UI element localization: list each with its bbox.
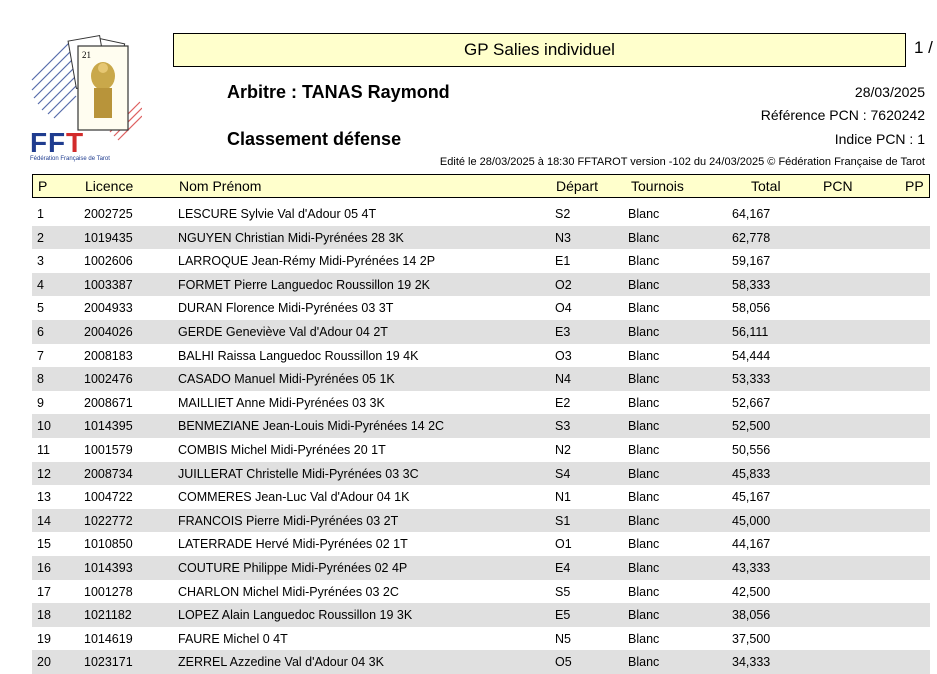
cell-depart: O5 <box>555 655 572 670</box>
table-row <box>32 485 930 509</box>
table-row <box>32 367 930 391</box>
cell-position: 6 <box>37 324 44 339</box>
cell-name: FRANCOIS Pierre Midi-Pyrénées 03 2T <box>178 513 399 528</box>
cell-licence: 2008734 <box>84 466 133 481</box>
cell-position: 5 <box>37 301 44 316</box>
cell-depart: O4 <box>555 301 572 316</box>
ranking-table <box>32 174 930 674</box>
cell-total: 52,500 <box>732 419 771 434</box>
page-number: 1 / <box>914 38 933 57</box>
cell-position: 17 <box>37 584 51 599</box>
cell-position: 3 <box>37 254 44 269</box>
cell-depart: S5 <box>555 584 571 599</box>
cell-total: 45,167 <box>732 490 771 505</box>
cell-total: 37,500 <box>732 631 771 646</box>
table-row <box>32 438 930 462</box>
cell-tournois: Blanc <box>628 348 660 363</box>
cell-licence: 2008671 <box>84 395 133 410</box>
cell-depart: N3 <box>555 230 571 245</box>
cell-total: 42,500 <box>732 584 771 599</box>
table-row <box>32 226 930 250</box>
cell-tournois: Blanc <box>628 277 660 292</box>
cell-name: JUILLERAT Christelle Midi-Pyrénées 03 3C <box>178 466 419 481</box>
table-row <box>32 391 930 415</box>
cell-licence: 2004026 <box>84 324 133 339</box>
cell-total: 45,000 <box>732 513 771 528</box>
cell-total: 62,778 <box>732 230 771 245</box>
table-row <box>32 296 930 320</box>
cell-position: 2 <box>37 230 44 245</box>
cell-name: COMBIS Michel Midi-Pyrénées 20 1T <box>178 442 386 457</box>
cell-depart: O3 <box>555 348 572 363</box>
cell-position: 16 <box>37 560 51 575</box>
table-row <box>32 556 930 580</box>
cell-name: FAURE Michel 0 4T <box>178 631 288 646</box>
cell-licence: 1014393 <box>84 560 133 575</box>
edited-note: Edité le 28/03/2025 à 18:30 FFTAROT version -102 du 24/03/2025 © Fédération Française de Tarot <box>439 156 925 168</box>
cell-name: NGUYEN Christian Midi-Pyrénées 28 3K <box>178 230 404 245</box>
cell-licence: 1002476 <box>84 372 133 387</box>
cell-depart: E2 <box>555 395 571 410</box>
indice-pcn: Indice PCN : 1 <box>834 131 925 147</box>
cell-name: CASADO Manuel Midi-Pyrénées 05 1K <box>178 372 395 387</box>
cell-licence: 1022772 <box>84 513 133 528</box>
col-header-pp: PP <box>905 178 924 194</box>
cell-licence: 1014395 <box>84 419 133 434</box>
cell-total: 44,167 <box>732 537 771 552</box>
cell-tournois: Blanc <box>628 419 660 434</box>
svg-text:F: F <box>30 127 48 158</box>
fft-logo <box>30 32 142 162</box>
table-row <box>32 532 930 556</box>
col-header-tournois: Tournois <box>631 178 684 194</box>
table-row <box>32 509 930 533</box>
cell-total: 58,333 <box>732 277 771 292</box>
table-row <box>32 320 930 344</box>
cell-tournois: Blanc <box>628 466 660 481</box>
cell-name: MAILLIET Anne Midi-Pyrénées 03 3K <box>178 395 385 410</box>
table-row <box>32 627 930 651</box>
arbitre-label: Arbitre : TANAS Raymond <box>227 82 450 102</box>
cell-depart: N1 <box>555 490 571 505</box>
col-header-p: P <box>38 178 48 194</box>
cell-licence: 1023171 <box>84 655 133 670</box>
table-row <box>32 202 930 226</box>
cell-position: 20 <box>37 655 51 670</box>
cell-depart: N5 <box>555 631 571 646</box>
cell-total: 53,333 <box>732 372 771 387</box>
cell-total: 43,333 <box>732 560 771 575</box>
reference-pcn: Référence PCN : 7620242 <box>760 107 925 123</box>
cell-depart: E5 <box>555 608 571 623</box>
cell-name: LESCURE Sylvie Val d'Adour 05 4T <box>178 207 377 221</box>
cell-name: COMMERES Jean-Luc Val d'Adour 04 1K <box>178 490 410 505</box>
cell-position: 19 <box>37 631 51 646</box>
cell-total: 50,556 <box>732 442 771 457</box>
cell-name: GERDE Geneviève Val d'Adour 04 2T <box>178 324 388 339</box>
table-row <box>32 273 930 297</box>
cell-licence: 1010850 <box>84 537 133 552</box>
cell-name: COUTURE Philippe Midi-Pyrénées 02 4P <box>178 560 408 575</box>
svg-text:Fédération Française de Tarot: Fédération Française de Tarot <box>30 156 110 162</box>
cell-tournois: Blanc <box>628 655 660 670</box>
cell-total: 52,667 <box>732 395 771 410</box>
cell-tournois: Blanc <box>628 207 660 221</box>
cell-tournois: Blanc <box>628 608 660 623</box>
cell-total: 45,833 <box>732 466 771 481</box>
table-row <box>32 462 930 486</box>
cell-licence: 1004722 <box>84 490 133 505</box>
cell-depart: O1 <box>555 537 572 552</box>
cell-tournois: Blanc <box>628 560 660 575</box>
cell-depart: E3 <box>555 324 571 339</box>
col-header-pcn: PCN <box>823 178 853 194</box>
tournament-title: GP Salies individuel <box>173 33 906 67</box>
cell-tournois: Blanc <box>628 324 660 339</box>
cell-position: 12 <box>37 466 51 481</box>
table-row <box>32 603 930 627</box>
cell-tournois: Blanc <box>628 513 660 528</box>
col-header-total: Total <box>751 178 781 194</box>
cell-tournois: Blanc <box>628 631 660 646</box>
cell-depart: S4 <box>555 466 571 481</box>
table-header <box>32 174 930 198</box>
cell-total: 64,167 <box>732 207 771 221</box>
cell-total: 58,056 <box>732 301 771 316</box>
cell-name: LARROQUE Jean-Rémy Midi-Pyrénées 14 2P <box>178 254 436 269</box>
cell-licence: 1001278 <box>84 584 133 599</box>
cell-licence: 1002606 <box>84 254 133 269</box>
cell-tournois: Blanc <box>628 230 660 245</box>
cell-total: 54,444 <box>732 348 771 363</box>
cell-position: 4 <box>37 277 44 292</box>
cell-position: 15 <box>37 537 51 552</box>
cell-depart: E1 <box>555 254 571 269</box>
table-row <box>32 580 930 604</box>
table-row <box>32 249 930 273</box>
cell-position: 11 <box>37 442 50 457</box>
cell-name: BENMEZIANE Jean-Louis Midi-Pyrénées 14 2C <box>178 419 445 434</box>
cell-depart: E4 <box>555 560 571 575</box>
cell-position: 18 <box>37 608 51 623</box>
cell-depart: S2 <box>555 207 571 221</box>
svg-text:T: T <box>66 127 84 158</box>
cell-total: 38,056 <box>732 608 771 623</box>
cell-tournois: Blanc <box>628 490 660 505</box>
report-date: 28/03/2025 <box>854 84 925 100</box>
cell-name: LATERRADE Hervé Midi-Pyrénées 02 1T <box>178 537 408 552</box>
cell-position: 14 <box>37 513 51 528</box>
cell-tournois: Blanc <box>628 372 660 387</box>
cell-position: 1 <box>37 207 44 221</box>
table-row <box>32 650 930 674</box>
cell-position: 10 <box>37 419 51 434</box>
cell-depart: S1 <box>555 513 571 528</box>
cell-licence: 1014619 <box>84 631 133 646</box>
col-header-licence: Licence <box>85 178 134 194</box>
cell-tournois: Blanc <box>628 584 660 599</box>
table-row <box>32 414 930 438</box>
cell-name: FORMET Pierre Languedoc Roussillon 19 2K <box>178 277 430 292</box>
cell-name: BALHI Raissa Languedoc Roussillon 19 4K <box>178 348 419 363</box>
cell-licence: 1001579 <box>84 442 133 457</box>
cell-position: 9 <box>37 395 44 410</box>
svg-text:F: F <box>48 127 66 158</box>
col-header-nom: Nom Prénom <box>179 178 262 194</box>
cell-total: 59,167 <box>732 254 771 269</box>
cell-tournois: Blanc <box>628 537 660 552</box>
cell-total: 56,111 <box>732 324 769 339</box>
cell-licence: 2002725 <box>84 207 133 221</box>
cell-depart: O2 <box>555 277 572 292</box>
classement-title: Classement défense <box>227 129 402 149</box>
cell-tournois: Blanc <box>628 395 660 410</box>
cell-position: 13 <box>37 490 51 505</box>
cell-tournois: Blanc <box>628 301 660 316</box>
cell-licence: 1003387 <box>84 277 133 292</box>
svg-text:21: 21 <box>82 50 91 60</box>
cell-depart: S3 <box>555 419 571 434</box>
cell-name: ZERREL Azzedine Val d'Adour 04 3K <box>178 655 384 670</box>
cell-total: 34,333 <box>732 655 771 670</box>
cell-tournois: Blanc <box>628 442 660 457</box>
table-row <box>32 344 930 368</box>
cell-depart: N2 <box>555 442 571 457</box>
cell-licence: 1021182 <box>84 608 132 623</box>
cell-position: 7 <box>37 348 44 363</box>
col-header-depart: Départ <box>556 178 599 194</box>
cell-name: DURAN Florence Midi-Pyrénées 03 3T <box>178 301 394 316</box>
cell-name: LOPEZ Alain Languedoc Roussillon 19 3K <box>178 608 413 623</box>
cell-licence: 1019435 <box>84 230 133 245</box>
cell-depart: N4 <box>555 372 571 387</box>
cell-tournois: Blanc <box>628 254 660 269</box>
cell-licence: 2008183 <box>84 348 133 363</box>
cell-name: CHARLON Michel Midi-Pyrénées 03 2C <box>178 584 399 599</box>
cell-licence: 2004933 <box>84 301 133 316</box>
table-body <box>32 202 930 674</box>
cell-position: 8 <box>37 372 44 387</box>
